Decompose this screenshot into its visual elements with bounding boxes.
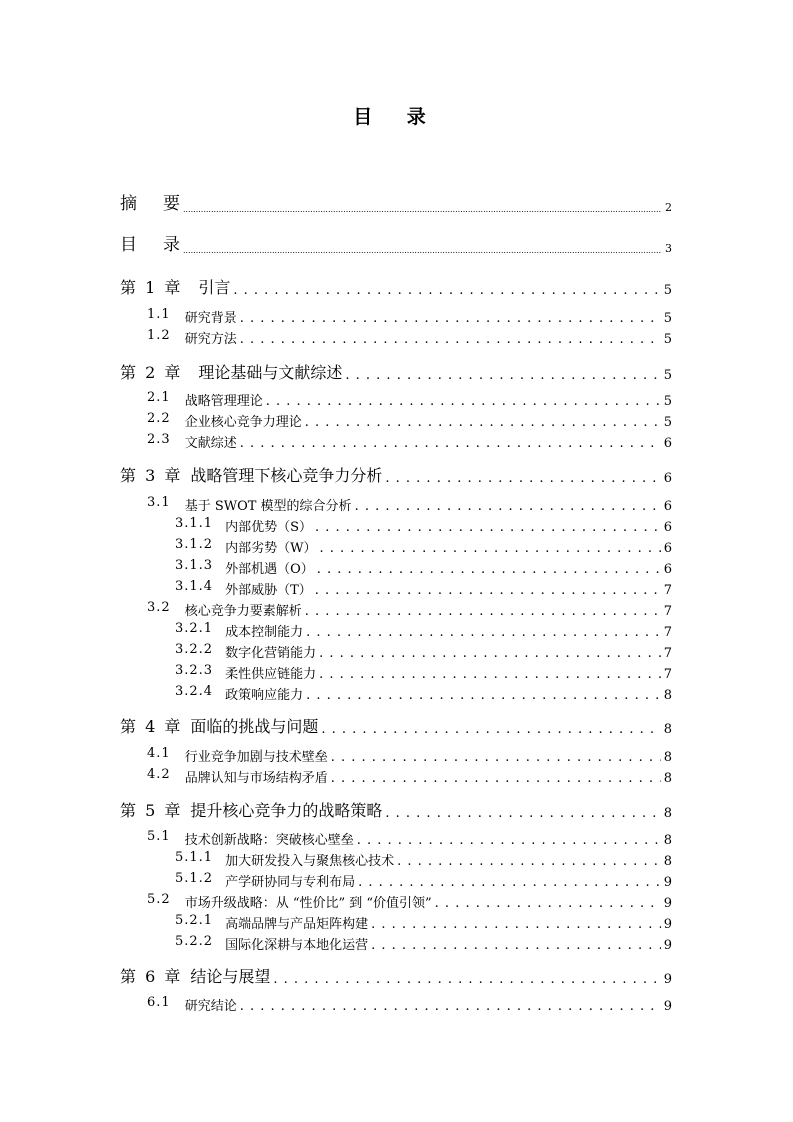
toc-entry[interactable]	[175, 517, 672, 535]
toc-page-number: 8	[663, 806, 672, 821]
toc-entry-number: 3.2.2	[175, 642, 214, 657]
toc-page-number: 6	[663, 499, 672, 514]
toc-entry-label	[175, 850, 394, 869]
toc-page-number: 8	[663, 750, 672, 765]
toc-entry-label	[147, 495, 352, 514]
toc-entry-label	[147, 995, 237, 1014]
toc-page-number: 5	[663, 283, 672, 298]
toc-page-number: 5	[663, 332, 672, 347]
toc-page-number: 7	[663, 604, 672, 619]
toc-leader-dots	[358, 877, 661, 890]
toc-entry-title: 基于 SWOT 模型的综合分析	[184, 499, 352, 514]
toc-page-number: 7	[663, 583, 672, 598]
toc-entry-label	[175, 621, 303, 640]
toc-page-number: 6	[663, 520, 672, 535]
toc-leader-dots	[385, 805, 660, 821]
toc-entry-label	[175, 663, 316, 682]
toc-entry-title: 国际化深耕与本地化运营	[225, 938, 369, 953]
toc-page-number: 9	[663, 972, 672, 987]
toc-entry[interactable]	[147, 996, 672, 1014]
toc-entry[interactable]	[120, 464, 672, 486]
toc-leader-dots	[319, 648, 661, 661]
toc-entry[interactable]	[120, 276, 672, 298]
toc-leader-dots	[397, 856, 661, 869]
toc-entry-number: 第 3 章	[120, 466, 183, 485]
toc-leader-dots	[233, 282, 660, 298]
toc-leader-dots	[319, 669, 661, 682]
toc-entry-number: 3.2	[147, 600, 171, 615]
toc-entry-label	[147, 767, 328, 786]
toc-entry-label	[120, 964, 270, 987]
toc-entry[interactable]	[175, 851, 672, 869]
toc-entry-label	[175, 871, 355, 890]
toc-entry-title: 引言	[198, 278, 231, 297]
toc-leader-dots	[321, 721, 660, 737]
toc-entry-title: 产学研协同与专利布局	[225, 875, 356, 890]
toc-entry-label	[147, 829, 354, 848]
toc-entry-title: 提升核心竞争力的战略策略	[190, 801, 383, 820]
toc-entry-title: 行业竞争加剧与技术壁垒	[184, 750, 328, 765]
toc-entry[interactable]	[147, 830, 672, 848]
toc-entry[interactable]	[175, 643, 672, 661]
toc-entry-number: 5.2.1	[175, 913, 214, 928]
toc-page-number: 6	[663, 562, 672, 577]
toc-entry-label	[120, 230, 180, 255]
toc-entry-number: 3.1	[147, 495, 171, 510]
toc-entry-label	[120, 798, 382, 821]
toc-entry-number: 6.1	[147, 995, 171, 1010]
toc-entry-title: 文献综述	[184, 436, 237, 451]
toc-entry[interactable]	[175, 538, 672, 556]
toc-entry-title: 战略管理下核心竞争力分析	[190, 466, 383, 485]
toc-entry-number: 3.1.4	[175, 579, 214, 594]
toc-entry-number: 2.1	[147, 390, 171, 405]
toc-entry-number: 5.1.2	[175, 871, 214, 886]
toc-entry[interactable]	[175, 935, 672, 953]
toc-entry-title: 理论基础与文献综述	[198, 363, 343, 382]
toc-page-number: 5	[663, 311, 672, 326]
toc-leader-dots	[371, 940, 661, 953]
toc-entry-number: 目	[120, 235, 137, 255]
toc-entry-number: 3.1.2	[175, 537, 214, 552]
toc-page-number: 7	[663, 625, 672, 640]
page-title: 目 录	[353, 106, 440, 128]
toc-entry-label	[175, 516, 312, 535]
toc-entry-label	[147, 307, 237, 326]
toc-entry-label	[147, 746, 328, 765]
toc-entry-number: 第 4 章	[120, 717, 183, 736]
toc-entry-title: 加大研发投入与聚焦核心技术	[225, 854, 395, 869]
toc-leader-dots	[317, 564, 661, 577]
toc-entry-number: 3.2.1	[175, 621, 214, 636]
toc-leader-dots	[385, 470, 660, 486]
toc-entry-number: 2.2	[147, 411, 171, 426]
toc-entry[interactable]	[120, 192, 672, 214]
toc-entry-title: 外部机遇（O）	[225, 562, 314, 577]
toc-entry-number: 5.1.1	[175, 850, 214, 865]
toc-page-number: 8	[663, 854, 672, 869]
toc-leader-dots	[240, 313, 661, 326]
toc-leader-dots	[371, 919, 661, 932]
toc-entry-title: 要	[163, 194, 180, 214]
toc-entry-label	[147, 432, 237, 451]
toc-entry-title: 高端品牌与产品矩阵构建	[225, 917, 369, 932]
toc-entry-number: 第 6 章	[120, 967, 183, 986]
toc-leader-dots	[240, 334, 661, 347]
toc-entry-label	[175, 642, 316, 661]
toc-entry[interactable]	[120, 965, 672, 987]
toc-page-number: 9	[663, 938, 672, 953]
toc-entry-number: 摘	[120, 194, 137, 214]
toc-leader-dots	[331, 773, 661, 786]
toc-leader-dots	[240, 1001, 661, 1014]
toc-leader-dots	[266, 396, 661, 409]
toc-entry-title: 内部优势（S）	[225, 520, 312, 535]
toc-entry-title: 面临的挑战与问题	[190, 717, 319, 736]
toc-page-number: 9	[663, 999, 672, 1014]
toc-entry-title: 政策响应能力	[225, 688, 304, 703]
toc-entry[interactable]	[147, 601, 672, 619]
toc-entry-title: 市场升级战略：从 “性价比” 到 “价值引领”	[184, 896, 432, 911]
toc-entry-label	[175, 934, 368, 953]
toc-entry-label	[175, 558, 314, 577]
toc-page-number: 5	[663, 394, 672, 409]
toc-entry-number: 3.2.3	[175, 663, 214, 678]
toc-page-number: 6	[663, 436, 672, 451]
toc-page-number: 6	[663, 541, 672, 556]
toc-entry-number: 2.3	[147, 432, 171, 447]
toc-entry-number: 第 2 章	[120, 363, 183, 382]
toc-entry-title: 成本控制能力	[225, 625, 304, 640]
toc-entry[interactable]	[147, 329, 672, 347]
toc-page-number: 8	[663, 688, 672, 703]
toc-entry[interactable]	[147, 768, 672, 786]
toc-entry-title: 外部威胁（T）	[225, 583, 312, 598]
toc-leader-dots	[357, 835, 661, 848]
toc-entry-label	[175, 684, 303, 703]
toc-entry-label	[120, 360, 342, 383]
toc-entry-number: 5.2	[147, 892, 171, 907]
toc-entry-title: 品牌认知与市场结构矛盾	[184, 771, 328, 786]
toc-entry-title: 录	[163, 235, 180, 255]
toc-entry-title: 内部劣势（W）	[225, 541, 317, 556]
toc-entry-title: 企业核心竞争力理论	[184, 415, 302, 430]
toc-page-number: 3	[665, 242, 672, 255]
toc-entry[interactable]	[175, 685, 672, 703]
toc-page-number: 7	[663, 667, 672, 682]
toc-entry[interactable]	[175, 559, 672, 577]
toc-page-number: 8	[663, 722, 672, 737]
toc-entry-number: 5.1	[147, 829, 171, 844]
toc-entry-number: 4.2	[147, 767, 171, 782]
toc-leader-dots	[183, 197, 662, 214]
toc-leader-dots	[315, 522, 661, 535]
toc-entry-title: 数字化营销能力	[225, 646, 317, 661]
toc-leader-dots	[306, 690, 661, 703]
toc-entry-title: 技术创新战略：突破核心壁垒	[184, 833, 354, 848]
toc-entry-number: 3.1.3	[175, 558, 214, 573]
toc-page-number: 5	[663, 368, 672, 383]
toc-entry[interactable]	[120, 233, 672, 255]
toc-entry-label	[175, 579, 312, 598]
toc-leader-dots	[355, 501, 661, 514]
toc-entry[interactable]	[175, 872, 672, 890]
toc-entry[interactable]	[147, 893, 672, 911]
toc-entry-number: 5.2.2	[175, 934, 214, 949]
toc-entry-number: 1.2	[147, 328, 171, 343]
toc-entry[interactable]	[147, 412, 672, 430]
toc-entry-title: 柔性供应链能力	[225, 667, 317, 682]
toc-entry-number: 第 1 章	[120, 278, 183, 297]
toc-entry-number: 4.1	[147, 746, 171, 761]
toc-entry[interactable]	[147, 496, 672, 514]
toc-entry-label	[147, 328, 237, 347]
toc-leader-dots	[305, 606, 661, 619]
toc-leader-dots	[331, 752, 661, 765]
toc-entry-number: 3.2.4	[175, 684, 214, 699]
toc-entry[interactable]	[147, 308, 672, 326]
toc-entry-title: 研究方法	[184, 332, 237, 347]
toc-entry-label	[147, 892, 432, 911]
toc-leader-dots	[305, 417, 661, 430]
toc-leader-dots	[345, 367, 660, 383]
toc-entry[interactable]	[147, 747, 672, 765]
toc-entry-label	[120, 714, 318, 737]
toc-leader-dots	[319, 543, 660, 556]
toc-page-number: 2	[665, 201, 672, 214]
toc-entry-label	[147, 390, 263, 409]
toc-entry[interactable]	[147, 391, 672, 409]
toc-entry-label	[147, 411, 302, 430]
toc-entry[interactable]	[175, 622, 672, 640]
toc-entry-number: 3.1.1	[175, 516, 214, 531]
toc-entry-label	[120, 189, 180, 214]
toc-entry[interactable]	[175, 580, 672, 598]
toc-entry-label	[120, 275, 230, 298]
toc-entry[interactable]	[120, 799, 672, 821]
toc-entry-title: 核心竞争力要素解析	[184, 604, 302, 619]
toc-page-number: 9	[663, 875, 672, 890]
toc-page-number: 6	[663, 471, 672, 486]
toc-leader-dots	[183, 238, 662, 255]
toc-entry[interactable]	[175, 664, 672, 682]
toc-leader-dots	[240, 438, 661, 451]
toc-page-number: 8	[663, 833, 672, 848]
toc-entry-title: 结论与展望	[190, 967, 271, 986]
toc-entry-label	[175, 913, 368, 932]
toc-entry-title: 研究背景	[184, 311, 237, 326]
toc-entry[interactable]	[120, 361, 672, 383]
toc-entry-label	[147, 600, 302, 619]
toc-entry[interactable]	[120, 715, 672, 737]
toc-leader-dots	[273, 971, 660, 987]
toc-page-number: 9	[663, 917, 672, 932]
toc-entry-label	[120, 463, 382, 486]
toc-page-number: 7	[663, 646, 672, 661]
toc-entry-title: 战略管理理论	[184, 394, 263, 409]
toc-page-number: 9	[663, 896, 672, 911]
toc-leader-dots	[315, 585, 661, 598]
toc-entry[interactable]	[147, 433, 672, 451]
toc-entry-number: 第 5 章	[120, 801, 183, 820]
toc-leader-dots	[435, 898, 661, 911]
toc-entry-title: 研究结论	[184, 999, 237, 1014]
toc-entry-label	[175, 537, 316, 556]
toc-entry-number: 1.1	[147, 307, 171, 322]
toc-entry[interactable]	[175, 914, 672, 932]
toc-page-number: 5	[663, 415, 672, 430]
toc-leader-dots	[306, 627, 661, 640]
toc-page-number: 8	[663, 771, 672, 786]
